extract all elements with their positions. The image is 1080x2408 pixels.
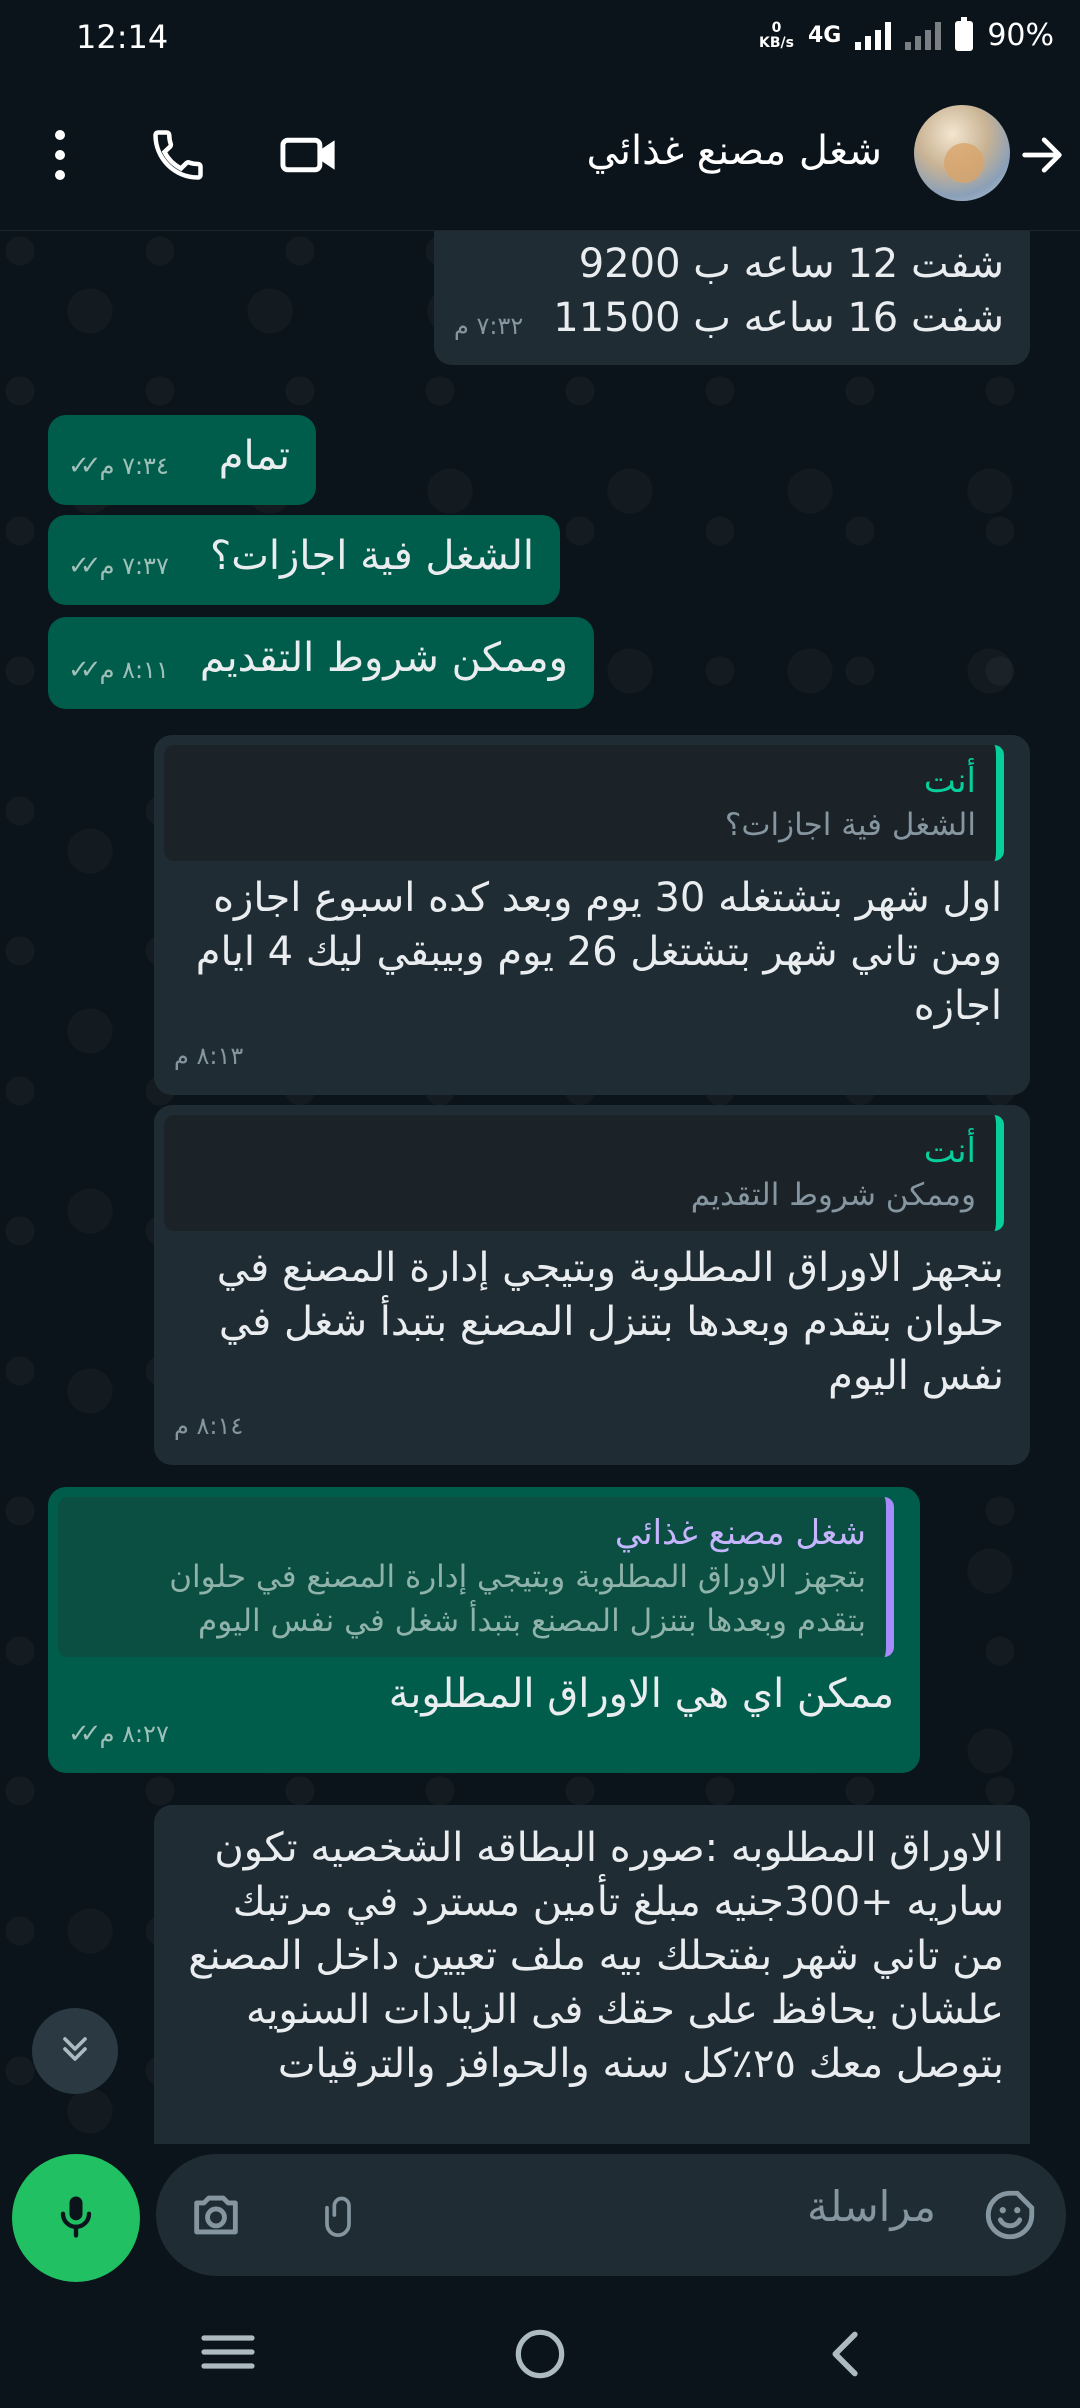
back-icon[interactable] xyxy=(824,2328,864,2384)
attach-icon[interactable] xyxy=(316,2186,360,2248)
message-text: الشغل فية اجازات؟ xyxy=(210,533,534,579)
voice-call-icon[interactable] xyxy=(148,125,208,189)
message-text: الاوراق المطلوبه :صوره البطاقه الشخصيه تكون ساريه +300جنيه مبلغ تأمين مسترد في مرتبك من تاني شهر بفتحلك بيه ملف تعيين داخل المصنع علشان يحافظ على حقك فى الزيادات السنويه بتوصل معك ٢٥٪كل سنه والحوافز والترقيات xyxy=(188,1825,1004,2087)
status-icons xyxy=(759,18,1054,53)
chat-header xyxy=(0,80,1080,231)
composer-bar xyxy=(0,2144,1080,2294)
status-bar xyxy=(0,0,1080,80)
message-meta xyxy=(174,1399,243,1453)
quoted-text: الشغل فية اجازات؟ xyxy=(724,807,976,843)
read-receipt-icon: ✓✓ xyxy=(68,1719,92,1749)
video-call-icon[interactable] xyxy=(278,125,342,189)
battery-level: 90% xyxy=(987,18,1054,53)
chat-title[interactable]: شغل مصنع غذائي xyxy=(586,128,882,174)
message-time: ٨:١٣ م xyxy=(174,1042,244,1070)
network-speed-unit: KB/s xyxy=(758,34,794,51)
message-time: ٧:٣٧ م xyxy=(99,552,169,580)
back-arrow-icon[interactable] xyxy=(1016,125,1068,189)
scroll-down-button[interactable] xyxy=(32,2008,118,2094)
message-time: ٨:١١ م xyxy=(99,656,169,684)
signal-icon xyxy=(855,22,891,50)
quoted-author: أنت xyxy=(923,761,976,801)
message-meta xyxy=(454,299,523,353)
mic-icon xyxy=(50,2186,102,2250)
message-outgoing[interactable] xyxy=(48,1487,920,1773)
scroll-down-icon xyxy=(55,2029,95,2073)
message-outgoing[interactable] xyxy=(48,617,594,709)
read-receipt-icon: ✓✓ xyxy=(68,451,92,481)
read-receipt-icon: ✓✓ xyxy=(68,551,92,581)
quoted-author: أنت xyxy=(923,1131,976,1171)
signal-sim2-icon xyxy=(905,22,941,50)
camera-icon[interactable] xyxy=(186,2186,246,2248)
message-meta xyxy=(174,1029,243,1083)
message-input-placeholder: مراسلة xyxy=(807,2182,936,2231)
message-incoming[interactable] xyxy=(434,231,1030,365)
message-incoming[interactable] xyxy=(154,735,1030,1095)
message-time: ٧:٣٢ م xyxy=(454,312,524,340)
battery-icon xyxy=(955,21,973,51)
quoted-text: بتجهز الاوراق المطلوبة وبتيجي إدارة المصنع في حلوان بتقدم وبعدها بتنزل المصنع بتبدأ شغل في نفس اليوم xyxy=(169,1559,866,1639)
message-text: شفت 12 ساعه ب 9200 شفت 16 ساعه ب 11500 xyxy=(553,241,1004,341)
message-time: ٨:٢٧ م xyxy=(99,1720,169,1748)
message-text: وممكن شروط التقديم xyxy=(199,635,568,681)
more-options-icon[interactable] xyxy=(44,125,76,189)
quoted-text: وممكن شروط التقديم xyxy=(690,1177,976,1213)
message-time: ٧:٣٤ م xyxy=(99,452,169,480)
message-meta xyxy=(68,1707,169,1761)
quoted-reply[interactable] xyxy=(58,1497,894,1657)
message-incoming[interactable] xyxy=(154,1105,1030,1465)
emoji-icon[interactable] xyxy=(980,2186,1040,2248)
message-text: اول شهر بتشتغله 30 يوم وبعد كده اسبوع اجازه ومن تاني شهر بتشتغل 26 يوم وبيبقي ليك 4 ايام اجازه xyxy=(195,875,1002,1029)
message-text: تمام xyxy=(218,433,290,479)
read-receipt-icon: ✓✓ xyxy=(68,655,92,685)
network-speed-value: 0 xyxy=(771,19,782,36)
status-time: 12:14 xyxy=(76,18,169,56)
message-incoming[interactable] xyxy=(154,1805,1030,2144)
contact-avatar[interactable] xyxy=(914,105,1010,201)
system-nav-bar xyxy=(0,2294,1080,2408)
message-meta xyxy=(68,539,169,593)
message-list[interactable] xyxy=(0,231,1080,2144)
message-meta xyxy=(68,439,169,493)
home-icon[interactable] xyxy=(514,2328,566,2384)
message-text: ممكن اي هي الاوراق المطلوبة xyxy=(388,1671,894,1717)
message-outgoing[interactable] xyxy=(48,515,560,605)
recent-apps-icon[interactable] xyxy=(200,2328,256,2380)
message-text: بتجهز الاوراق المطلوبة وبتيجي إدارة المصنع في حلوان بتقدم وبعدها بتنزل المصنع بتبدأ شغل في نفس اليوم xyxy=(216,1245,1004,1399)
message-input[interactable] xyxy=(156,2154,1066,2276)
network-speed xyxy=(759,21,794,51)
quoted-author: شغل مصنع غذائي xyxy=(614,1513,866,1553)
message-time: ٨:١٤ م xyxy=(174,1412,244,1440)
quoted-reply[interactable] xyxy=(164,745,1004,861)
network-type: 4G xyxy=(807,23,842,48)
message-outgoing[interactable] xyxy=(48,415,316,505)
message-meta xyxy=(68,643,169,697)
quoted-reply[interactable] xyxy=(164,1115,1004,1231)
voice-message-button[interactable] xyxy=(12,2154,140,2282)
